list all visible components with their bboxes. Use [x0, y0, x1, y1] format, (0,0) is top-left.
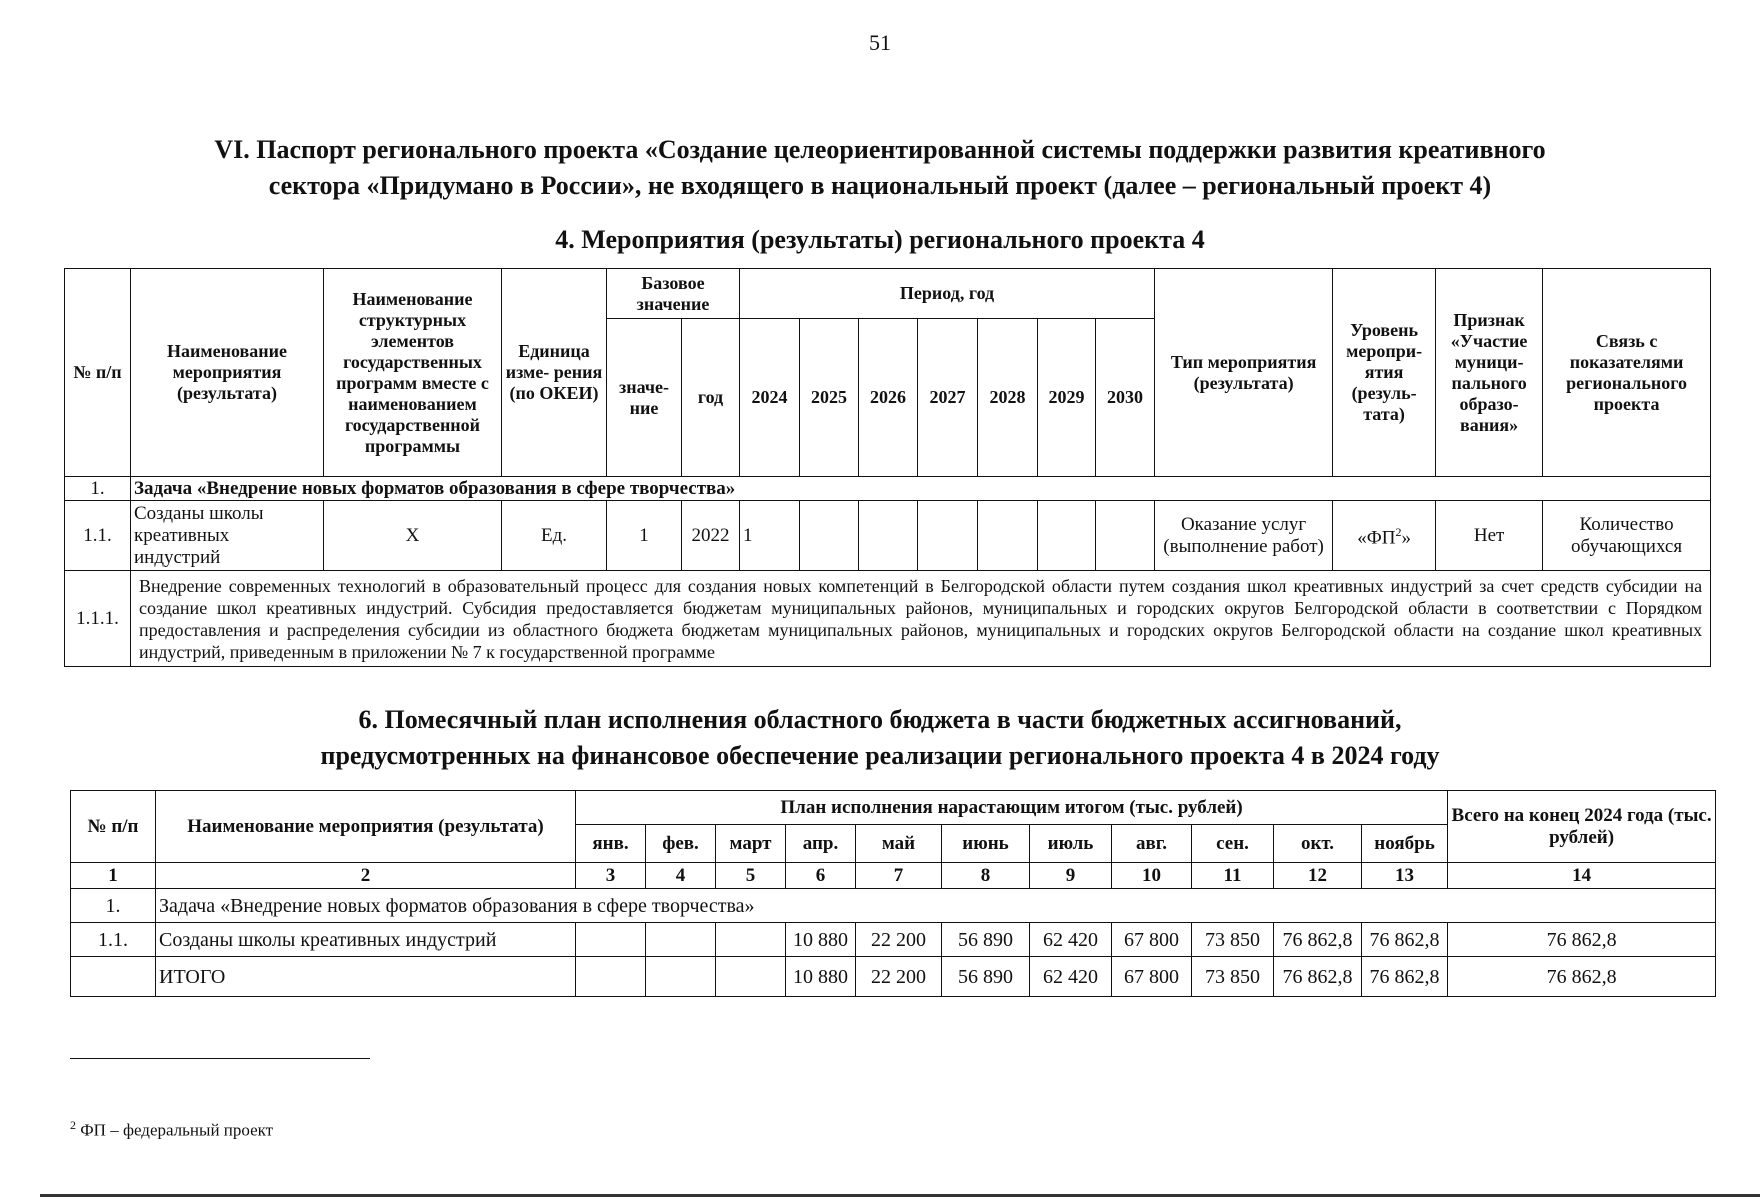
t1-desc-num: 1.1.1. — [65, 571, 131, 667]
t2-col-number: 4 — [646, 863, 716, 889]
t2-col-number: 10 — [1112, 863, 1192, 889]
t2-header-month: янв. — [576, 825, 646, 863]
t1-header-struct: Наименование структурных элементов государственных программ вместе с наименованием государственной программы — [324, 269, 502, 477]
t2-row-month — [576, 957, 646, 997]
t2-row-month: 73 850 — [1192, 957, 1274, 997]
table2-header-row-1 — [71, 791, 1716, 825]
t1-header-year: 2030 — [1096, 319, 1155, 477]
t2-col-number: 11 — [1192, 863, 1274, 889]
t2-col-number: 5 — [716, 863, 786, 889]
t2-row-month: 22 200 — [856, 923, 942, 957]
t2-col-number: 7 — [856, 863, 942, 889]
t1-header-year: 2028 — [978, 319, 1038, 477]
t2-header-num: № п/п — [71, 791, 156, 863]
t2-col-number: 2 — [156, 863, 576, 889]
t2-row-month: 76 862,8 — [1274, 957, 1362, 997]
t1-header-year: 2024 — [740, 319, 800, 477]
t2-header-month: ноябрь — [1362, 825, 1448, 863]
t2-header-month: май — [856, 825, 942, 863]
t1-item-year-value — [859, 501, 918, 571]
results-table — [64, 268, 1711, 667]
t2-row-month: 62 420 — [1030, 957, 1112, 997]
t2-task-num: 1. — [71, 889, 156, 923]
t1-header-base-value: значе- ние — [607, 319, 682, 477]
t2-col-number: 8 — [942, 863, 1030, 889]
budget-plan-table — [70, 790, 1716, 997]
t2-col-number: 14 — [1448, 863, 1716, 889]
t1-header-name: Наименование мероприятия (результата) — [131, 269, 324, 477]
t2-row-name: ИТОГО — [156, 957, 576, 997]
t2-row-month: 62 420 — [1030, 923, 1112, 957]
t1-item-base-value: 1 — [607, 501, 682, 571]
t1-header-link: Связь с показателями регионального проекта — [1543, 269, 1711, 477]
t1-item-year-value — [1096, 501, 1155, 571]
t1-header-base: Базовое значение — [607, 269, 740, 319]
t1-header-year: 2027 — [918, 319, 978, 477]
t2-col-number: 12 — [1274, 863, 1362, 889]
section-title-line-1: VI. Паспорт регионального проекта «Создание целеориентированной системы поддержки развития креативного — [214, 135, 1546, 164]
t2-row-month: 56 890 — [942, 923, 1030, 957]
t2-row-month: 76 862,8 — [1274, 923, 1362, 957]
t2-row-month — [646, 957, 716, 997]
t2-row-month: 10 880 — [786, 957, 856, 997]
t1-header-year: 2026 — [859, 319, 918, 477]
table2-task-row — [71, 889, 1716, 923]
t2-row-total: 76 862,8 — [1448, 957, 1716, 997]
footnote-text: ФП – федеральный проект — [76, 1120, 274, 1140]
t2-row-month: 76 862,8 — [1362, 923, 1448, 957]
t1-item-level-text: «ФП — [1357, 527, 1396, 549]
t2-row-month — [576, 923, 646, 957]
t1-desc-text: Внедрение современных технологий в образовательный процесс для создания новых компетенций в Белгородской области путем создания школ креативных индустрий за счет средств субсидии на создание школ креативных индустрий. Субсидия предоставляется бюджетам муниципальных районов, муниципальных и городских округов Белгородской области в соответствии с Порядком предоставления и распределения субсидии из областного бюджета бюджетам муниципальных районов, муниципальных и городских округов Белгородской области на создание школ креативных индустрий, приведенным в приложении № 7 к государственной программе — [131, 571, 1711, 667]
t1-item-year-value — [918, 501, 978, 571]
t1-header-type: Тип мероприятия (результата) — [1155, 269, 1333, 477]
t2-row-num — [71, 957, 156, 997]
t2-row-month — [716, 923, 786, 957]
section-title — [60, 132, 1700, 204]
t2-header-month: авг. — [1112, 825, 1192, 863]
section-title-line-2: сектора «Придумано в России», не входящего в национальный проект (далее – региональный проект 4) — [268, 171, 1492, 200]
t2-col-number: 6 — [786, 863, 856, 889]
t2-header-month: июль — [1030, 825, 1112, 863]
t1-task-text: Задача «Внедрение новых форматов образования в сфере творчества» — [131, 477, 1711, 501]
t1-item-municipal: Нет — [1436, 501, 1543, 571]
t1-item-year-value: 1 — [740, 501, 800, 571]
t2-header-month: фев. — [646, 825, 716, 863]
footnote-divider — [70, 1058, 370, 1059]
t2-row-num: 1.1. — [71, 923, 156, 957]
table2-col-numbers-row — [71, 863, 1716, 889]
t1-header-year: 2029 — [1038, 319, 1096, 477]
table1-item-row — [65, 501, 1711, 571]
t1-header-period: Период, год — [740, 269, 1155, 319]
t2-header-month: март — [716, 825, 786, 863]
t2-row-month: 67 800 — [1112, 957, 1192, 997]
footnote — [70, 1118, 273, 1141]
t1-item-year-value — [978, 501, 1038, 571]
t1-header-base-year: год — [682, 319, 740, 477]
t2-row-name: Созданы школы креативных индустрий — [156, 923, 576, 957]
t1-item-num: 1.1. — [65, 501, 131, 571]
table-row — [71, 923, 1716, 957]
t1-item-unit: Ед. — [502, 501, 607, 571]
table1-title: 4. Мероприятия (результаты) регионального проекта 4 — [555, 225, 1205, 254]
t1-header-municipal: Признак «Участие муници- пального образо- вания» — [1436, 269, 1543, 477]
t1-item-link: Количество обучающихся — [1543, 501, 1711, 571]
t2-header-plan: План исполнения нарастающим итогом (тыс. рублей) — [576, 791, 1448, 825]
t2-header-month: сен. — [1192, 825, 1274, 863]
t2-col-number: 1 — [71, 863, 156, 889]
t2-row-month: 10 880 — [786, 923, 856, 957]
t2-row-month: 56 890 — [942, 957, 1030, 997]
t1-item-year-value — [800, 501, 859, 571]
table2-title — [60, 702, 1700, 774]
t2-header-name: Наименование мероприятия (результата) — [156, 791, 576, 863]
t1-item-name: Созданы школы креативных индустрий — [131, 501, 324, 571]
table2-title-line-2: предусмотренных на финансовое обеспечение реализации регионального проекта 4 в 2024 году — [320, 741, 1440, 770]
t1-item-type: Оказание услуг (выполнение работ) — [1155, 501, 1333, 571]
t2-row-month: 22 200 — [856, 957, 942, 997]
t1-item-level-end: » — [1401, 527, 1411, 549]
t1-header-year: 2025 — [800, 319, 859, 477]
t1-task-num: 1. — [65, 477, 131, 501]
footnote-mark: 2 — [70, 1118, 76, 1132]
table-row — [71, 957, 1716, 997]
t2-col-number: 9 — [1030, 863, 1112, 889]
t1-item-struct: Х — [324, 501, 502, 571]
footnote-ref: 2 — [1395, 525, 1402, 540]
t2-row-month — [716, 957, 786, 997]
table1-desc-row — [65, 571, 1711, 667]
t1-item-base-year: 2022 — [682, 501, 740, 571]
table1-task-row — [65, 477, 1711, 501]
t2-task-text: Задача «Внедрение новых форматов образования в сфере творчества» — [156, 889, 1716, 923]
t1-item-year-value — [1038, 501, 1096, 571]
t1-header-unit: Единица изме- рения (по ОКЕИ) — [502, 269, 607, 477]
t2-col-number: 13 — [1362, 863, 1448, 889]
table1-header-row-1 — [65, 269, 1711, 319]
t2-header-month: июнь — [942, 825, 1030, 863]
t2-row-month: 67 800 — [1112, 923, 1192, 957]
t1-item-level — [1333, 501, 1436, 571]
t1-header-num: № п/п — [65, 269, 131, 477]
t1-header-level: Уровень меропри- ятия (резуль- тата) — [1333, 269, 1436, 477]
t2-row-total: 76 862,8 — [1448, 923, 1716, 957]
t2-header-total: Всего на конец 2024 года (тыс. рублей) — [1448, 791, 1716, 863]
t2-col-number: 3 — [576, 863, 646, 889]
t2-header-month: окт. — [1274, 825, 1362, 863]
table2-title-line-1: 6. Помесячный план исполнения областного бюджета в части бюджетных ассигнований, — [358, 705, 1402, 734]
t2-header-month: апр. — [786, 825, 856, 863]
t2-row-month — [646, 923, 716, 957]
scan-edge-line — [40, 1194, 1760, 1197]
t2-row-month: 76 862,8 — [1362, 957, 1448, 997]
page-number: 51 — [869, 30, 891, 55]
t2-row-month: 73 850 — [1192, 923, 1274, 957]
